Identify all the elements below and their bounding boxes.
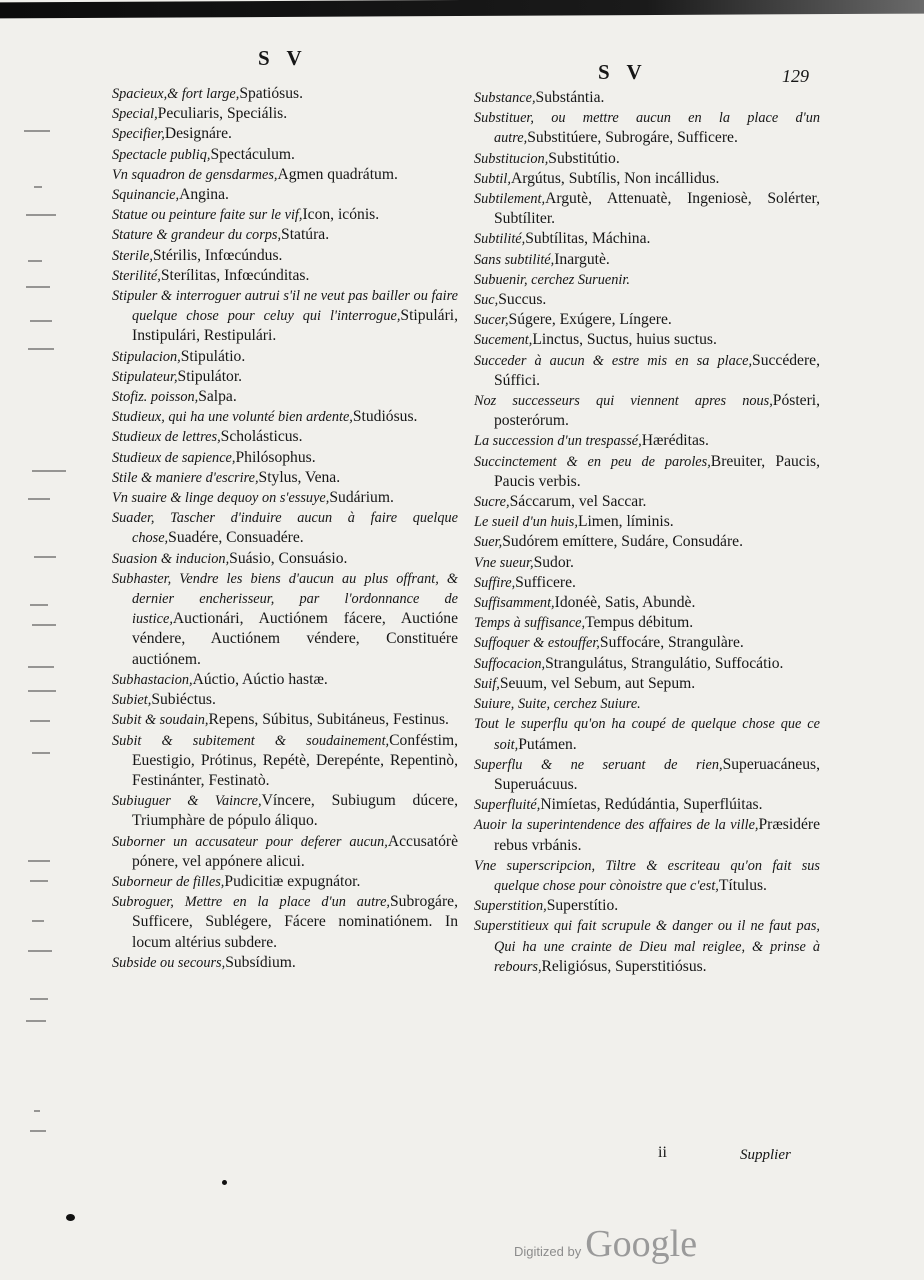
entry-headword: Special, [112, 106, 158, 123]
dictionary-entry [474, 755, 820, 795]
entry-translation: Subiéctus. [151, 691, 216, 709]
dictionary-entry [474, 290, 820, 310]
entry-translation: Salpa. [198, 388, 237, 406]
dictionary-entry [112, 124, 458, 144]
dictionary-entry [474, 613, 820, 633]
dictionary-entry [112, 569, 458, 670]
entry-headword: Le sueil d'un huis, [474, 514, 578, 531]
entry-translation: Víncere, Subiugum dúcere, Triumphàre de pópulo áliquo. [132, 792, 458, 830]
entry-headword: Vne sueur, [474, 554, 534, 571]
dictionary-entry [112, 670, 458, 690]
entry-translation: Breuiter, Paucis, Paucis verbis. [494, 452, 821, 490]
dictionary-entry [112, 549, 458, 569]
entry-translation: Súgere, Exúgere, Língere. [508, 311, 672, 329]
entry-translation: Pósteri, posterórum. [494, 392, 820, 430]
entry-headword: Subiuguer & Vaincre, [112, 793, 262, 810]
dictionary-entry [474, 815, 820, 855]
entry-translation: Sudórem emíttere, Sudáre, Consudáre. [502, 533, 743, 551]
dictionary-entry [474, 896, 820, 916]
dictionary-entry [112, 367, 458, 387]
entry-headword: Spacieux,& fort large, [112, 86, 240, 102]
entry-translation: Stérilis, Infœcúndus. [152, 246, 283, 264]
dictionary-entry [474, 250, 820, 270]
entry-headword: Suborner un accusateur pour deferer aucun, [112, 833, 388, 850]
entry-headword: Stofiz. poisson, [112, 389, 199, 406]
ink-dot [222, 1180, 227, 1185]
right-column [474, 88, 820, 977]
entry-translation: Suásio, Consuásio. [229, 549, 348, 567]
running-head-left: S V [258, 46, 308, 70]
entry-headword: Suborneur de filles, [112, 873, 225, 890]
entry-headword: Suffocacion, [474, 655, 546, 672]
dictionary-entry [474, 310, 820, 330]
dictionary-entry [474, 229, 820, 249]
dictionary-entry [474, 391, 820, 431]
entry-headword: Vn squadron de gensdarmes, [112, 166, 278, 183]
entry-headword: Sterilité, [112, 267, 161, 284]
entry-translation: Succédere, Súffici. [494, 351, 820, 389]
dictionary-entry [112, 488, 458, 508]
entry-headword: Squinancie, [112, 187, 180, 204]
entry-translation: Subsídium. [225, 953, 296, 971]
entry-headword: Substance, [474, 90, 536, 106]
entry-headword: Subtil, [474, 170, 511, 187]
dictionary-entry [112, 286, 458, 347]
entry-headword: Tout le superflu qu'on ha coupé de quelque chose que ce soit, [474, 716, 820, 753]
dictionary-entry [474, 452, 820, 492]
entry-translation: Subrogáre, Sufficere, Sublégere, Fácere nominatiónem. In locum altérius subdere. [132, 893, 458, 951]
entry-headword: La succession d'un trespassé, [474, 433, 642, 450]
entry-translation: Stylus, Vena. [258, 468, 341, 486]
entry-headword: Substitucion, [474, 150, 549, 167]
dictionary-entry [112, 104, 458, 124]
entry-headword: Auoir la superintendence des affaires de la ville, [474, 817, 759, 834]
dictionary-entry [112, 84, 458, 104]
dictionary-entry [112, 427, 458, 447]
dictionary-entry [112, 347, 458, 367]
entry-headword: Vn suaire & linge dequoy on s'essuye, [112, 490, 330, 507]
entry-translation: Argútus, Subtílis, Non incállidus. [510, 169, 720, 187]
entry-headword: Stature & grandeur du corps, [112, 227, 282, 244]
dictionary-entry [112, 791, 458, 831]
entry-headword: Statue ou peinture faite sur le vif, [112, 207, 303, 224]
entry-headword: Suc, [474, 292, 499, 309]
entry-headword: Suer, [474, 534, 503, 551]
entry-headword: Sterile, [112, 247, 153, 264]
dictionary-entry [474, 856, 820, 896]
entry-translation: Auctionári, Auctiónem fácere, Auctióne véndere, Auctiónem véndere, Constituére auctiónem. [132, 610, 458, 668]
entry-headword: Suasion & inducion, [112, 550, 230, 567]
dictionary-entry [112, 225, 458, 245]
bleed-through-margin [20, 120, 66, 1180]
entry-translation: Præsidére rebus vrbánis. [494, 816, 820, 854]
dictionary-entry [474, 795, 820, 815]
entry-headword: Sucer, [474, 312, 509, 329]
dictionary-entry [112, 165, 458, 185]
entry-headword: Subit & soudain, [112, 712, 209, 729]
entry-translation: Agmen quadrátum. [277, 165, 398, 183]
entry-translation: Conféstim, Euestigio, Prótinus, Repétè, Derepénte, Repentinò, Festinánter, Festinatò. [132, 731, 458, 789]
entry-headword: Subiet, [112, 692, 152, 709]
entry-headword: Subhaster, Vendre les biens d'aucun au plus offrant, & dernier encherisseur, par l'ordonnance de iustice, [112, 570, 458, 628]
entry-translation: Seuum, vel Sebum, aut Sepum. [499, 674, 696, 692]
entry-headword: Studieux de lettres, [112, 429, 221, 446]
dictionary-entry [474, 108, 820, 148]
catchword: Supplier [740, 1147, 791, 1163]
google-logo: Google [585, 1223, 698, 1265]
entry-translation: Tempus débitum. [585, 614, 694, 632]
dictionary-entry [112, 185, 458, 205]
entry-translation: Substitútio. [548, 149, 620, 167]
entry-headword: Sucre, [474, 494, 510, 511]
entry-headword: Succeder à aucun & estre mis en sa place, [474, 352, 753, 369]
entry-headword: Stipulacion, [112, 348, 181, 365]
entry-translation: Accusatórè pónere, vel appónere alicui. [132, 832, 458, 870]
dictionary-entry [112, 145, 458, 165]
dictionary-entry [474, 573, 820, 593]
entry-translation: Nimíetas, Redúdántia, Superflúitas. [540, 796, 763, 814]
dictionary-entry [112, 407, 458, 427]
entry-headword: Suffisamment, [474, 595, 555, 612]
entry-headword: Subuenir, cerchez Suruenir. [474, 271, 630, 288]
entry-headword: Superfluité, [474, 797, 541, 814]
entry-translation: Stipulátio. [180, 347, 246, 365]
entry-headword: Subtilement, [474, 191, 546, 208]
entry-translation: Philósophus. [235, 448, 316, 466]
entry-headword: Studieux de sapience, [112, 449, 236, 466]
entry-translation: Linctus, Suctus, huius suctus. [532, 331, 717, 349]
dark-page-edge [0, 0, 924, 18]
dictionary-entry [474, 553, 820, 573]
dictionary-entry [112, 246, 458, 266]
entry-translation: Suffocáre, Strangulàre. [599, 634, 744, 652]
dictionary-entry [474, 714, 820, 754]
dictionary-entry [474, 512, 820, 532]
entry-translation: Aúctio, Aúctio hastæ. [192, 670, 328, 688]
dictionary-entry [474, 270, 820, 290]
entry-headword: Subit & subitement & soudainement, [112, 732, 390, 749]
entry-headword: Superflu & ne seruant de rien, [474, 756, 723, 773]
dictionary-entry [474, 330, 820, 350]
entry-headword: Spectacle publiq, [112, 146, 211, 163]
entry-translation: Peculiaris, Speciális. [157, 105, 288, 123]
entry-headword: Stipuler & interroguer autrui s'il ne veut pas bailler ou faire quelque chose pour celuy qui l'interrogue, [112, 288, 458, 325]
digitized-by-watermark [514, 1222, 697, 1266]
entry-translation: Suadére, Consuadére. [168, 529, 304, 547]
entry-translation: Repens, Súbitus, Subitáneus, Festinus. [208, 711, 449, 729]
entry-headword: Vne superscripcion, Tiltre & escriteau qu'on fait sus quelque chose pour cònoistre que c'est, [474, 857, 820, 894]
entry-headword: Sucement, [474, 332, 533, 349]
entry-headword: Noz successeurs qui viennent apres nous, [474, 393, 773, 410]
entry-translation: Angina. [179, 186, 229, 204]
entry-translation: Sterílitas, Infœcúnditas. [160, 266, 310, 284]
dictionary-entry [474, 654, 820, 674]
entry-translation: Spatiósus. [239, 85, 304, 102]
dictionary-entry [474, 532, 820, 552]
entry-headword: Suif, [474, 675, 500, 692]
dictionary-entry [112, 690, 458, 710]
entry-translation: Studiósus. [352, 408, 418, 426]
left-column [112, 84, 458, 973]
dictionary-entry [474, 916, 820, 977]
entry-translation: Religiósus, Superstitiósus. [541, 957, 707, 975]
entry-translation: Succus. [498, 291, 547, 309]
entry-translation: Strangulátus, Strangulátio, Suffocátio. [545, 654, 784, 672]
entry-translation: Subtílitas, Máchina. [525, 230, 651, 248]
entry-headword: Suffire, [474, 574, 516, 591]
entry-headword: Substituer, ou mettre aucun en la place d'un autre, [474, 110, 820, 147]
entry-headword: Sans subtilité, [474, 251, 555, 268]
entry-translation: Putámen. [518, 735, 577, 753]
entry-headword: Suiure, Suite, cerchez Suiure. [474, 696, 641, 713]
entry-headword: Subtilité, [474, 231, 526, 248]
dictionary-entry [112, 266, 458, 286]
entry-translation: Substitúere, Subrogáre, Sufficere. [527, 129, 738, 147]
entry-translation: Statúra. [281, 226, 330, 244]
entry-translation: Substántia. [535, 89, 605, 106]
watermark-prefix: Digitized by [514, 1244, 582, 1259]
dictionary-entry [112, 710, 458, 730]
entry-headword: Studieux, qui ha une volunté bien ardente, [112, 409, 353, 426]
dictionary-entry [112, 731, 458, 792]
dictionary-entry [474, 189, 820, 229]
entry-headword: Specifier, [112, 126, 165, 143]
signature-mark: ii [658, 1144, 667, 1161]
ink-blot [66, 1214, 75, 1221]
dictionary-entry [474, 633, 820, 653]
entry-headword: Superstitieux qui fait scrupule & danger ou il ne faut pas, Qui ha une crainte de Dieu mal reiglee, & prinse à rebours, [474, 918, 820, 975]
dictionary-entry [112, 205, 458, 225]
entry-translation: Stipulátor. [177, 367, 243, 385]
dictionary-entry [474, 149, 820, 169]
dictionary-entry [474, 431, 820, 451]
dictionary-entry [112, 468, 458, 488]
entry-headword: Superstition, [474, 898, 547, 915]
dictionary-entry [112, 892, 458, 953]
entry-translation: Sudor. [533, 553, 574, 571]
entry-translation: Designáre. [164, 125, 232, 143]
entry-translation: Argutè, Attenuatè, Ingeniosè, Solérter, Subtíliter. [494, 190, 820, 228]
dictionary-entry [474, 674, 820, 694]
page-number: 129 [782, 66, 809, 86]
running-head-right: S V [598, 60, 648, 84]
dictionary-entry [112, 508, 458, 548]
dictionary-entry [112, 448, 458, 468]
entry-translation: Scholásticus. [220, 428, 303, 446]
dictionary-entry [112, 832, 458, 872]
entry-headword: Suader, Tascher d'induire aucun à faire quelque chose, [112, 510, 458, 547]
entry-headword: Subroguer, Mettre en la place d'un autre, [112, 894, 390, 911]
dictionary-entry [474, 593, 820, 613]
entry-headword: Subside ou secours, [112, 954, 226, 971]
entry-translation: Hæréditas. [641, 432, 709, 450]
entry-headword: Succinctement & en peu de paroles, [474, 453, 711, 470]
entry-headword: Temps à suffisance, [474, 615, 586, 632]
dictionary-entry [474, 694, 820, 714]
entry-translation: Spectáculum. [210, 145, 295, 163]
dictionary-entry [474, 492, 820, 512]
dictionary-entry [112, 953, 458, 973]
entry-translation: Títulus. [718, 876, 767, 894]
entry-translation: Stipulári, Instipulári, Restipulári. [132, 307, 458, 345]
entry-headword: Subhastacion, [112, 671, 193, 688]
dictionary-entry [474, 88, 820, 108]
entry-translation: Pudicitiæ expugnátor. [224, 872, 361, 890]
entry-headword: Stipulateur, [112, 368, 178, 385]
dictionary-entry [474, 351, 820, 391]
entry-translation: Sáccarum, vel Saccar. [509, 493, 647, 511]
entry-translation: Icon, icónis. [302, 206, 380, 224]
entry-headword: Stile & maniere d'escrire, [112, 469, 259, 486]
dictionary-entry [112, 387, 458, 407]
entry-headword: Suffoquer & estouffer, [474, 635, 600, 652]
dictionary-entry [474, 169, 820, 189]
entry-translation: Inargutè. [554, 250, 610, 268]
entry-translation: Limen, líminis. [577, 513, 674, 531]
entry-translation: Idonéè, Satis, Abundè. [554, 594, 696, 612]
entry-translation: Sudárium. [329, 489, 394, 507]
entry-translation: Superstítio. [546, 897, 619, 915]
entry-translation: Sufficere. [515, 573, 576, 591]
dictionary-entry [112, 872, 458, 892]
entry-translation: Superuacáneus, Superuácuus. [494, 755, 820, 793]
